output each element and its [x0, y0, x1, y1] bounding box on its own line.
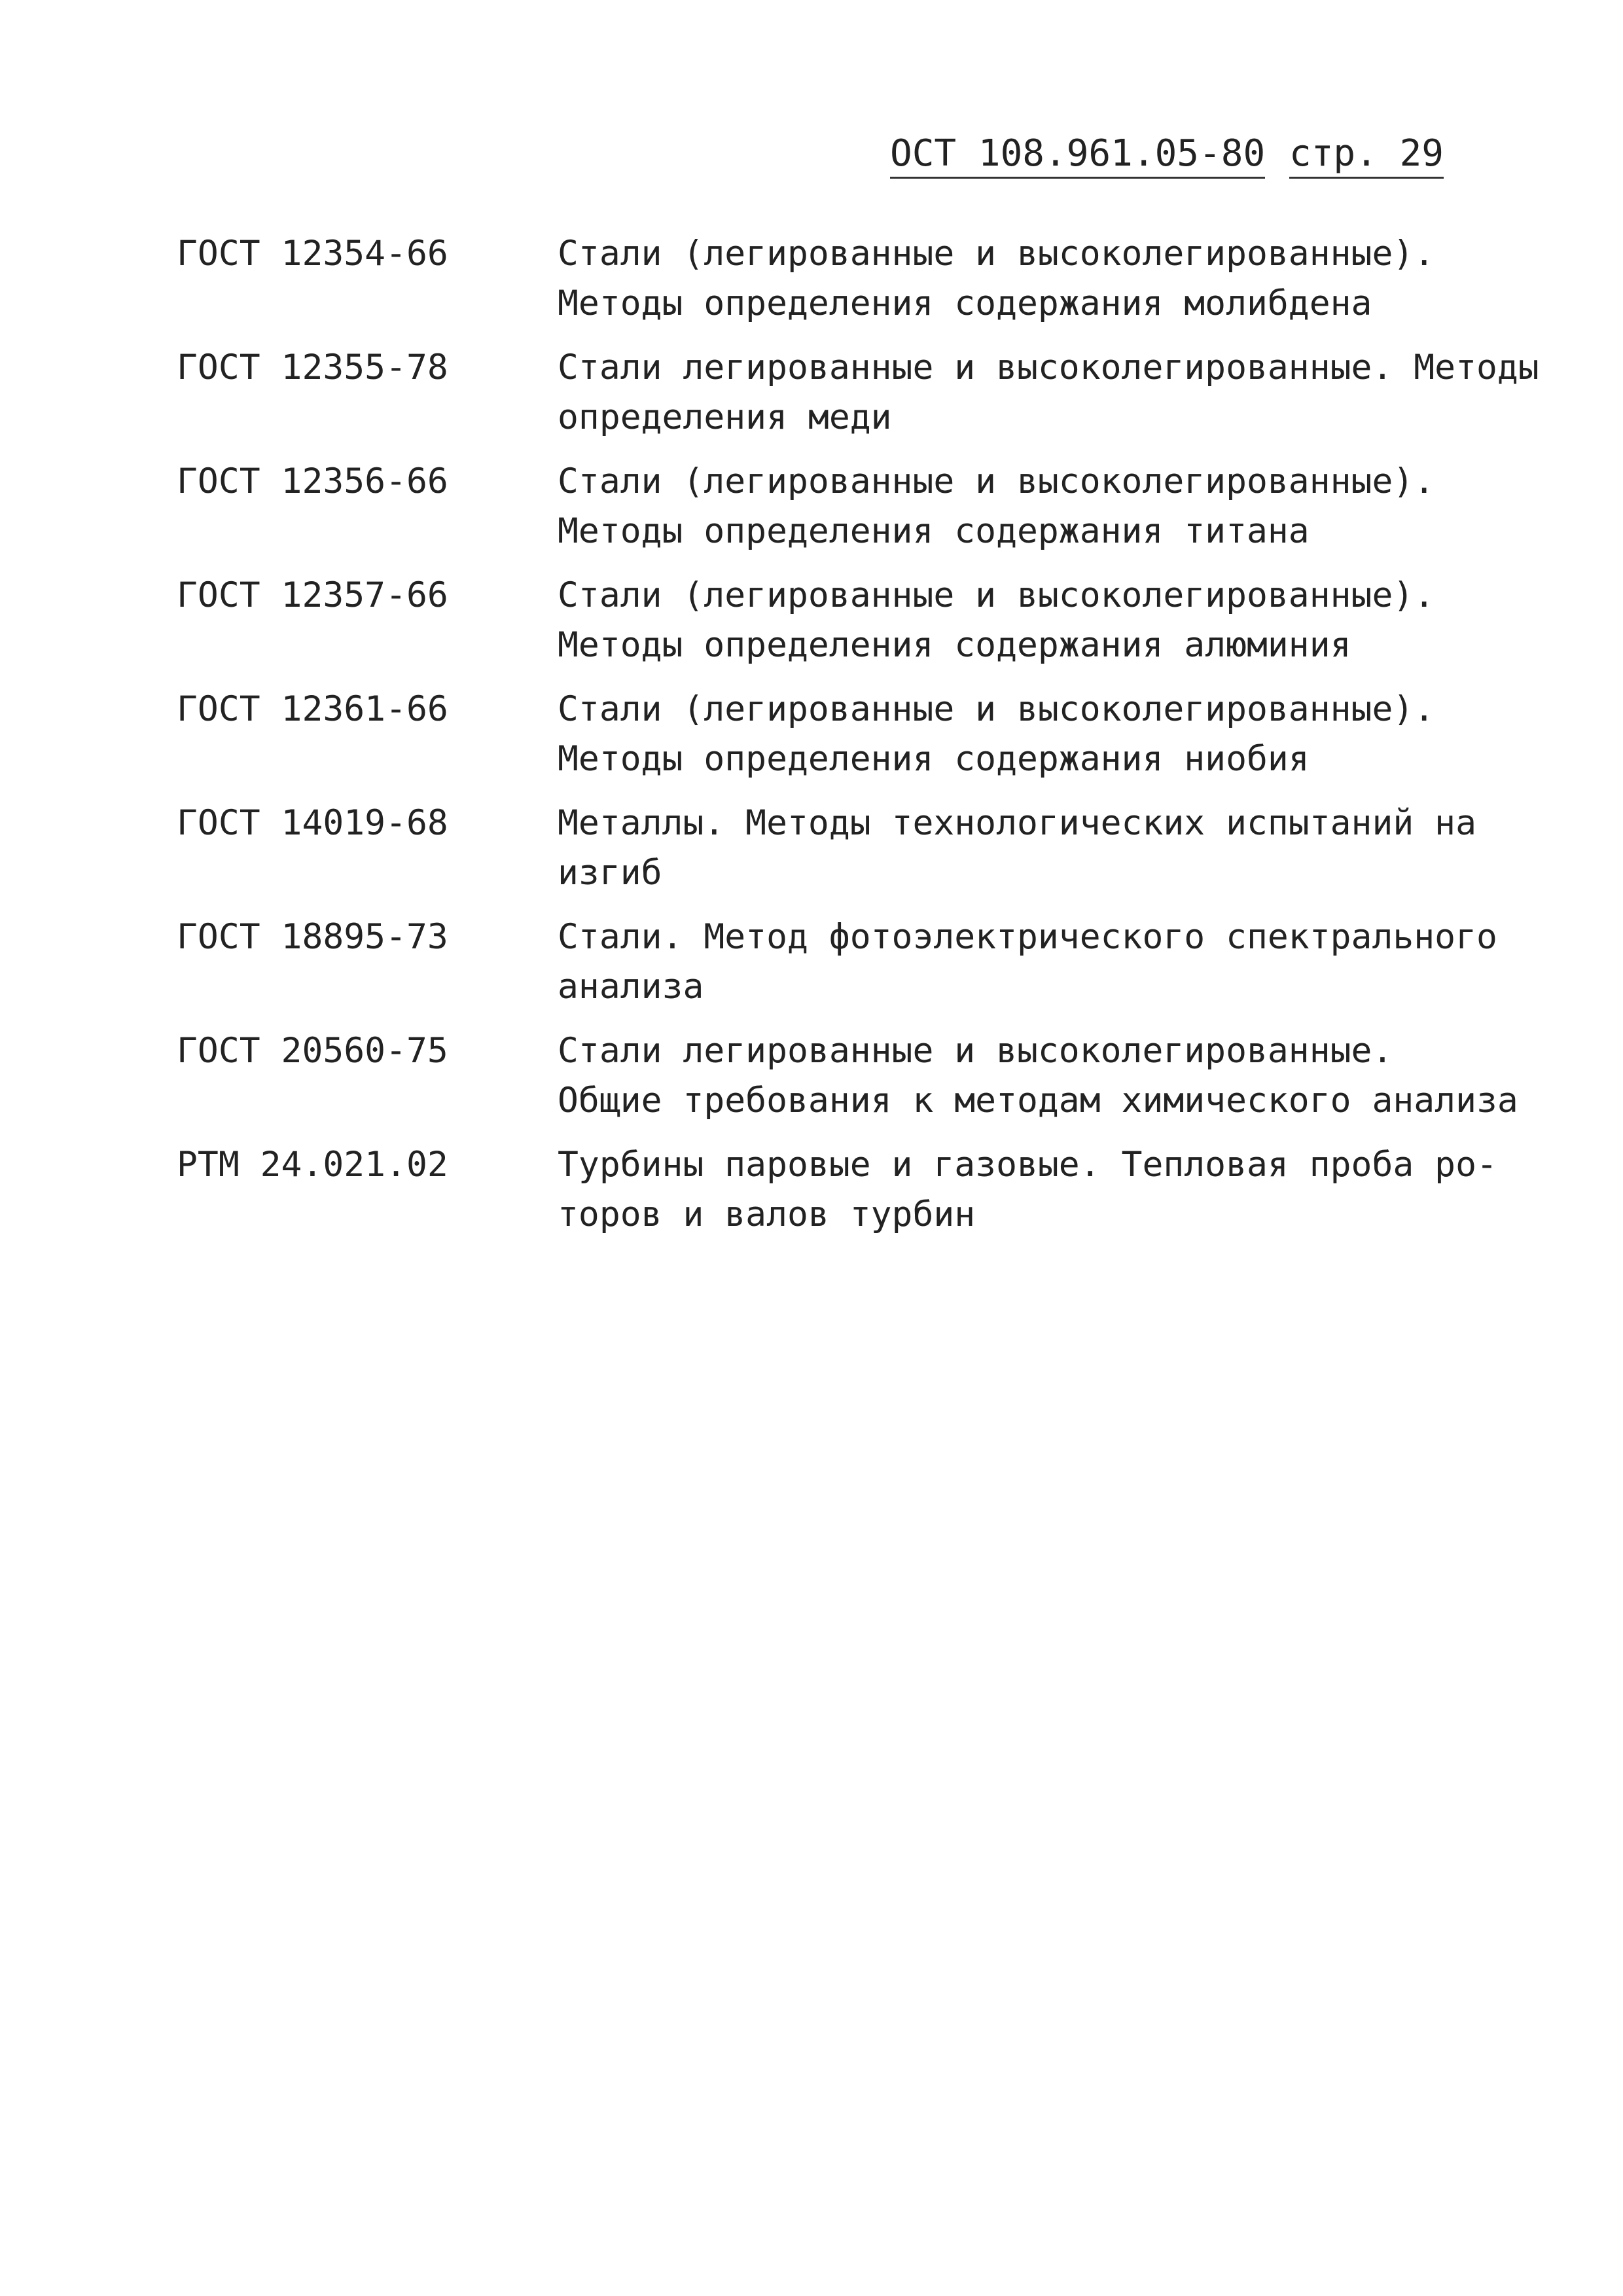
standard-code: ГОСТ 20560-75: [177, 1031, 448, 1071]
title-line: Металлы. Методы технологических испытаний на: [558, 803, 1476, 843]
standard-code: ГОСТ 12356-66: [177, 461, 448, 501]
standard-title: [558, 1140, 1497, 1240]
title-line: Методы определения содержания титана: [558, 511, 1310, 551]
title-line: Стали (легированные и высоколегированные).: [558, 689, 1435, 729]
standard-title: [558, 912, 1497, 1012]
title-line: изгиб: [558, 853, 662, 893]
standard-title: [558, 457, 1487, 556]
standard-code: ГОСТ 18895-73: [177, 917, 448, 957]
standard-title: [558, 229, 1487, 329]
reference-entry: [177, 457, 1492, 571]
title-line: Стали легированные и высоколегированные. Методы: [558, 348, 1539, 387]
reference-list: [177, 229, 1539, 1254]
title-line: Стали (легированные и высоколегированные).: [558, 461, 1435, 501]
standard-title: [558, 343, 1539, 442]
reference-entry: [177, 1026, 1518, 1140]
reference-entry: [177, 1140, 1497, 1254]
title-line: Стали. Метод фотоэлектрического спектрального: [558, 917, 1497, 957]
title-line: Стали легированные и высоколегированные.: [558, 1031, 1393, 1071]
title-line: Стали (легированные и высоколегированные).: [558, 575, 1435, 615]
reference-entry: [177, 229, 1492, 343]
standard-code: РТМ 24.021.02: [177, 1145, 448, 1185]
standard-code: ГОСТ 14019-68: [177, 803, 448, 843]
standard-title: [558, 685, 1487, 784]
title-line: анализа: [558, 967, 704, 1007]
title-line: Методы определения содержания алюминия: [558, 625, 1351, 665]
reference-entry: [177, 343, 1539, 457]
document-code: ОСТ 108.961.05-80: [890, 131, 1265, 179]
reference-entry: [177, 685, 1492, 798]
title-line: Общие требования к методам химического анализа: [558, 1081, 1518, 1121]
title-line: Стали (легированные и высоколегированные).: [558, 234, 1435, 274]
standard-code: ГОСТ 12357-66: [177, 575, 448, 615]
page-number: стр. 29: [1289, 131, 1444, 179]
reference-entry: [177, 912, 1497, 1026]
standard-code: ГОСТ 12354-66: [177, 234, 448, 274]
standard-code: ГОСТ 12361-66: [177, 689, 448, 729]
standard-title: [558, 571, 1487, 670]
reference-entry: [177, 571, 1492, 685]
title-line: определения меди: [558, 397, 892, 437]
standard-code: ГОСТ 12355-78: [177, 348, 448, 387]
title-line: Методы определения содержания молибдена: [558, 283, 1372, 323]
standard-title: [558, 1026, 1518, 1126]
title-line: Методы определения содержания ниобия: [558, 739, 1310, 779]
reference-entry: [177, 798, 1492, 912]
page-header: [890, 131, 1444, 183]
title-line: Турбины паровые и газовые. Тепловая проба ро-: [558, 1145, 1497, 1185]
standard-title: [558, 798, 1487, 898]
title-line: торов и валов турбин: [558, 1194, 976, 1234]
